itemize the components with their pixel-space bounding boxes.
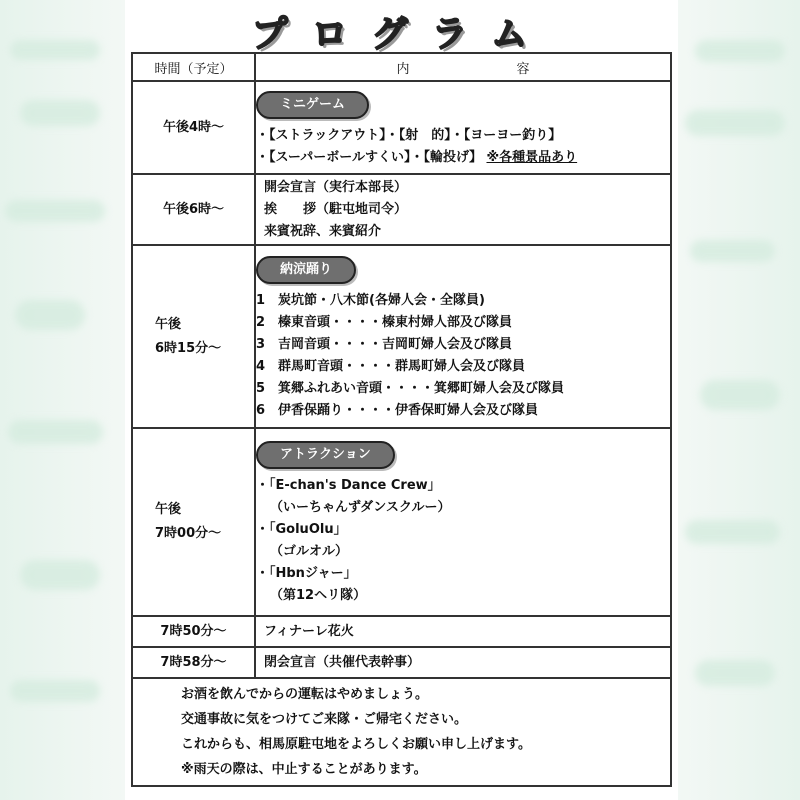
section-pill: 納涼踊り <box>256 256 356 284</box>
content-line: ・「GoluOlu」 <box>256 522 347 537</box>
prize-note: ※各種景品あり <box>486 149 578 165</box>
content-line: 2 榛東音頭・・・・榛東村婦人部及び隊員 <box>256 314 513 330</box>
program-sheet <box>125 0 678 800</box>
section-pill: アトラクション <box>256 441 395 469</box>
content-line: 3 吉岡音頭・・・・吉岡町婦人会及び隊員 <box>256 336 513 352</box>
table-row <box>132 245 671 428</box>
content-cell <box>255 647 671 678</box>
time-cell: 午後6時～ <box>132 174 255 245</box>
time-label-a: 午後 <box>155 316 182 332</box>
content-line: ・「E-chan's Dance Crew」 <box>256 478 441 493</box>
time-cell: 7時58分～ <box>132 647 255 678</box>
time-cell <box>132 245 255 428</box>
background-right <box>675 0 800 800</box>
content-line: フィナーレ花火 <box>264 623 354 639</box>
time-cell: 7時50分～ <box>132 616 255 647</box>
content-line: 挨 拶（駐屯地司令） <box>264 201 408 217</box>
table-row <box>132 647 671 678</box>
content-cell <box>255 81 671 174</box>
content-line: （第12ヘリ隊） <box>270 588 367 603</box>
content-line: ・【ストラックアウト】・【射 的】・【ヨーヨー釣り】 <box>256 127 562 143</box>
notice-row <box>132 678 671 786</box>
table-row <box>132 81 671 174</box>
content-line-text: ・【スーパーボールすくい】・【輪投げ】 <box>256 149 482 165</box>
background-left <box>0 0 125 800</box>
section-pill: ミニゲーム <box>256 91 369 119</box>
content-line: 来賓祝辞、来賓紹介 <box>264 223 382 239</box>
table-row <box>132 616 671 647</box>
header-time: 時間（予定） <box>132 53 255 81</box>
notice-line: お酒を飲んでからの運転はやめましょう。 <box>181 687 429 702</box>
content-line: 5 箕郷ふれあい音頭・・・・箕郷町婦人会及び隊員 <box>256 380 565 396</box>
table-header-row <box>132 53 671 81</box>
notice-line: 交通事故に気をつけてご来隊・ご帰宅ください。 <box>181 712 468 727</box>
program-table <box>131 52 672 787</box>
content-cell <box>255 174 671 245</box>
content-line: ・「Hbnジャー」 <box>256 566 357 581</box>
content-cell <box>255 616 671 647</box>
header-content <box>255 53 671 81</box>
time-label-b: 7時00分～ <box>155 526 222 541</box>
program-title: プログラム <box>251 14 552 55</box>
time-cell: 午後4時～ <box>132 81 255 174</box>
content-line: 1 炭坑節・八木節(各婦人会・全隊員) <box>256 292 485 308</box>
content-line: 閉会宣言（共催代表幹事） <box>264 654 421 670</box>
content-cell <box>255 428 671 616</box>
content-cell <box>255 245 671 428</box>
notice-cell <box>132 678 671 786</box>
content-line: （いーちゃんずダンスクルー） <box>270 500 451 515</box>
time-cell <box>132 428 255 616</box>
time-label-a: 午後 <box>155 502 182 517</box>
time-label-b: 6時15分～ <box>155 340 222 356</box>
notice-line: ※雨天の際は、中止することがあります。 <box>181 762 427 777</box>
content-line <box>256 147 670 169</box>
content-line: 4 群馬町音頭・・・・群馬町婦人会及び隊員 <box>256 358 526 374</box>
content-line: （ゴルオル） <box>270 544 349 559</box>
table-row <box>132 174 671 245</box>
notice-line: これからも、相馬原駐屯地をよろしくお願い申し上げます。 <box>181 737 531 752</box>
header-content-b: 容 <box>516 61 530 77</box>
content-line: 開会宣言（実行本部長） <box>264 179 408 195</box>
content-line: 6 伊香保踊り・・・・伊香保町婦人会及び隊員 <box>256 402 539 418</box>
header-content-a: 内 <box>396 61 410 77</box>
table-row <box>132 428 671 616</box>
